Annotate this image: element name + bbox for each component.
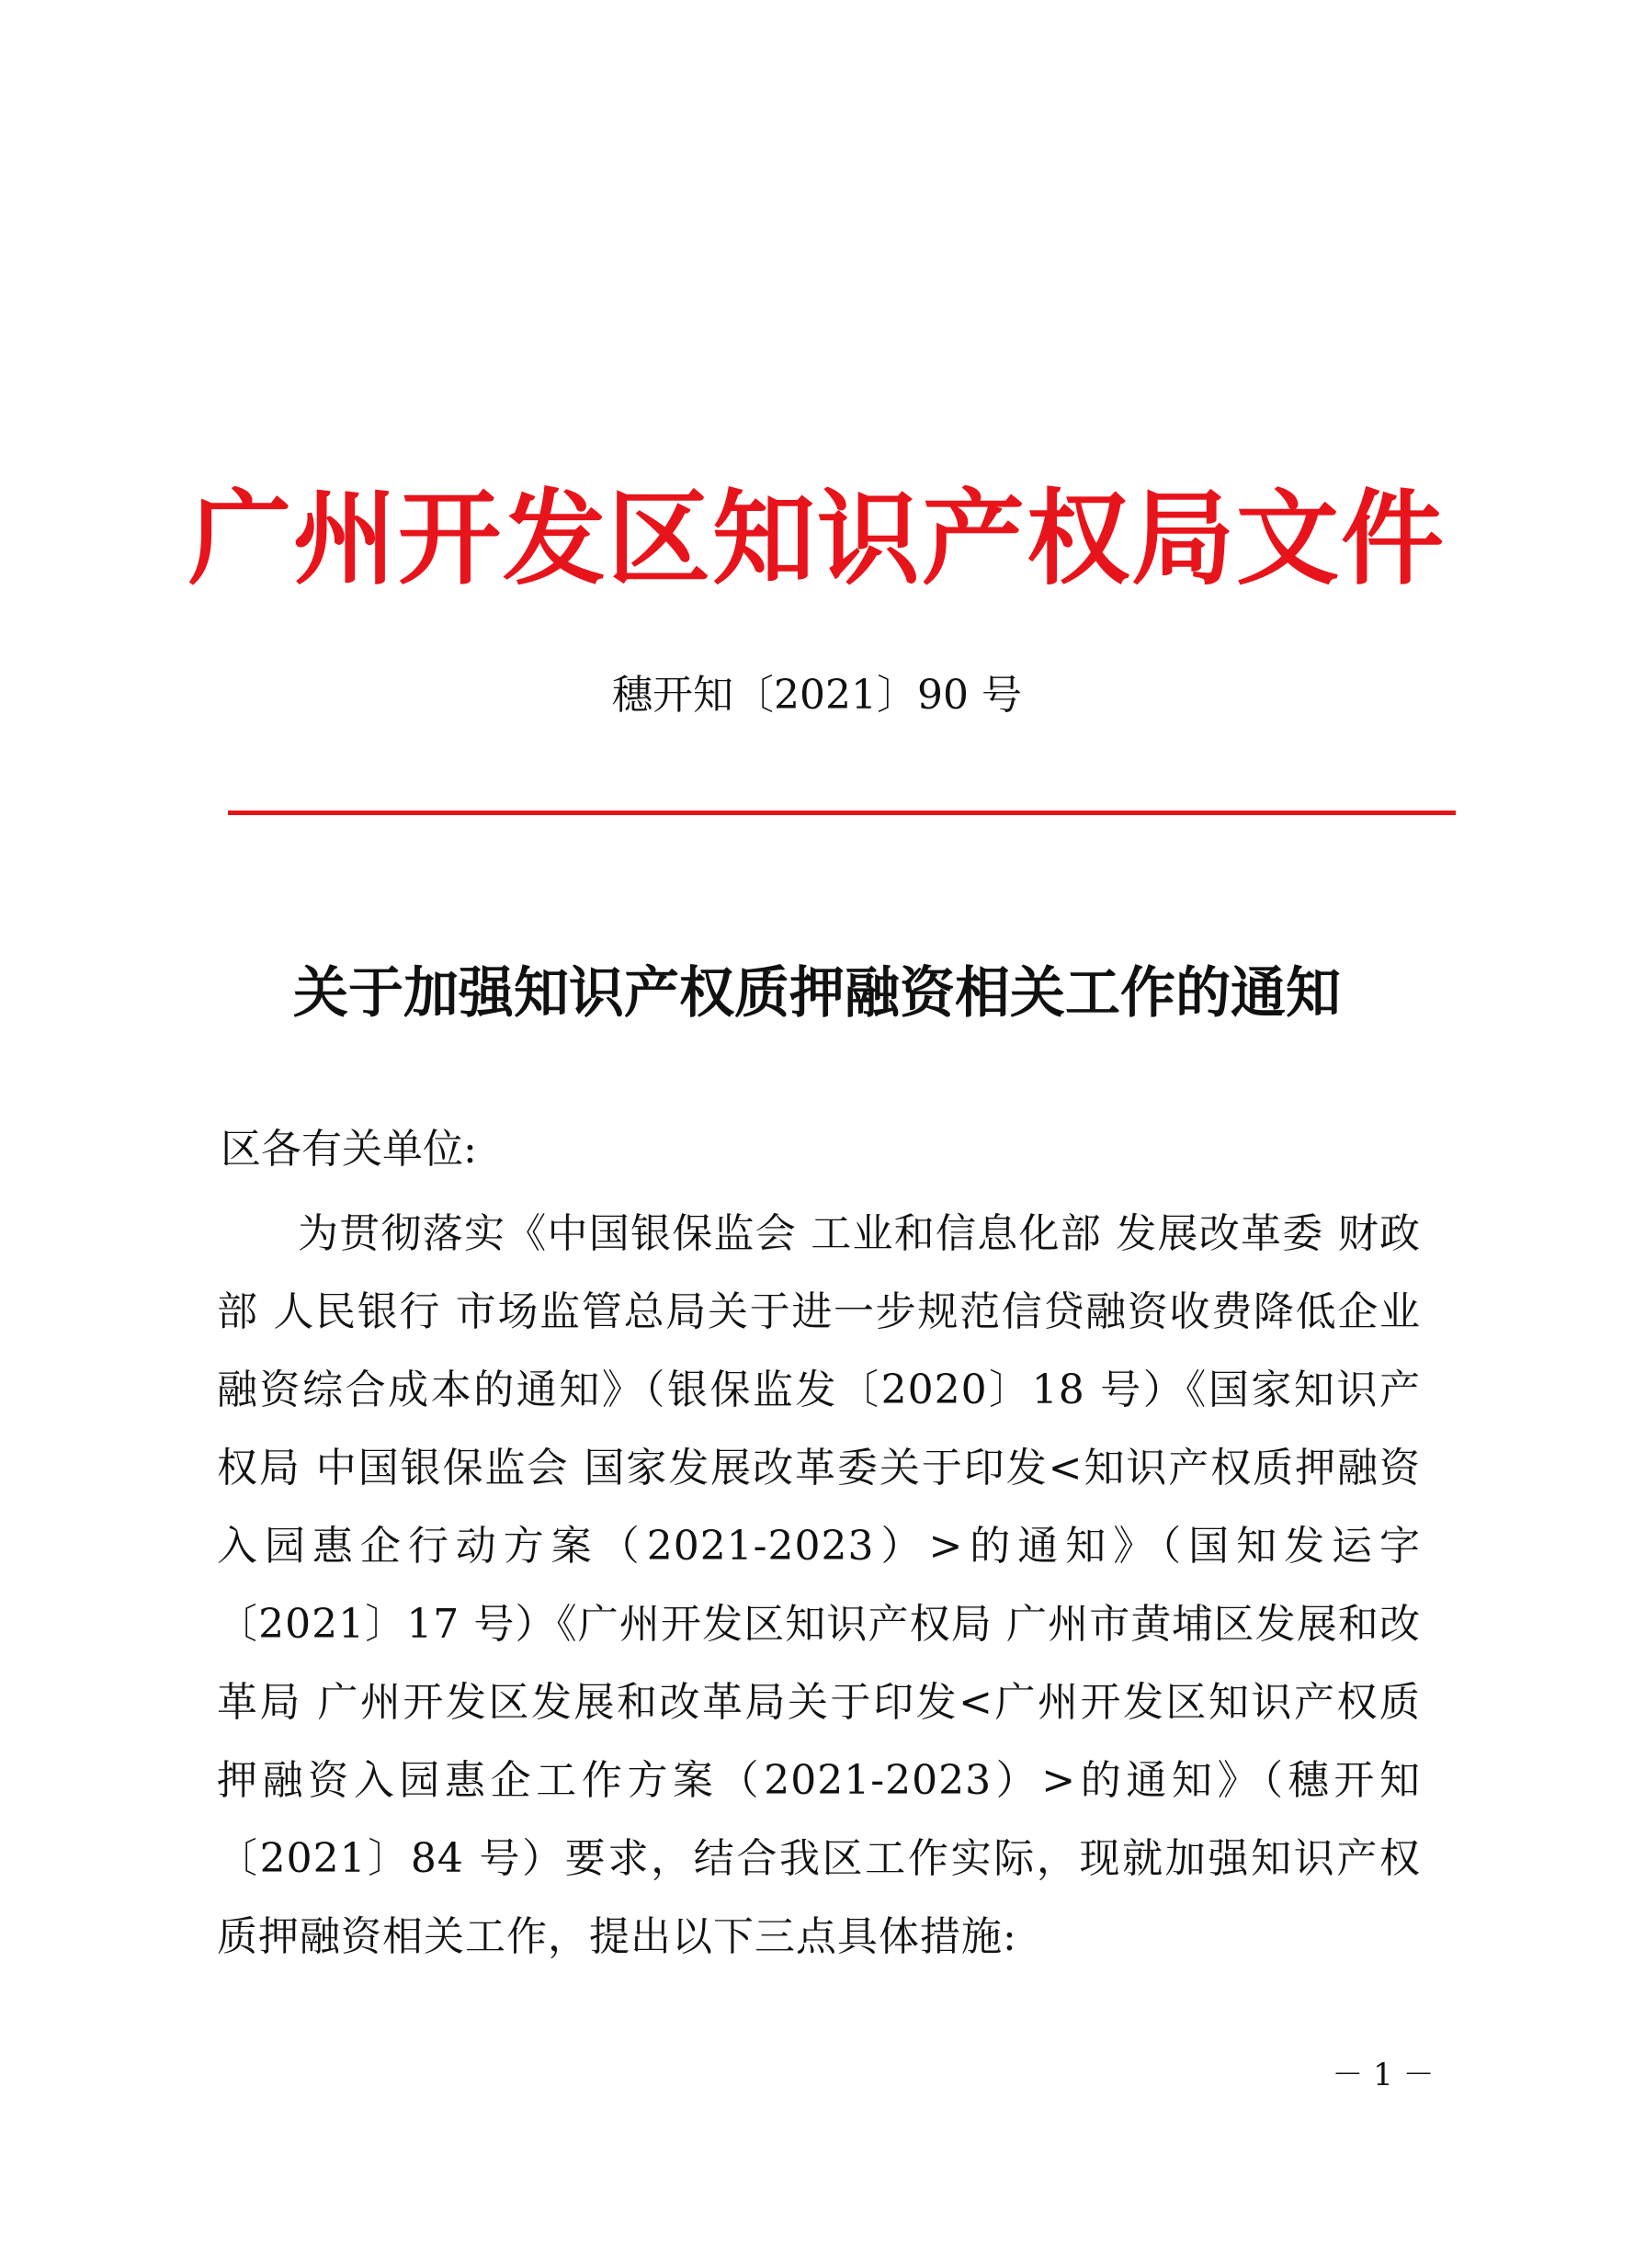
document-number: 穗开知〔2021〕90 号 xyxy=(612,672,1022,719)
salutation: 区各有关单位: xyxy=(221,1126,477,1173)
document-title: 关于加强知识产权质押融资相关工作的通知 xyxy=(293,961,1341,1026)
page-number: － 1 － xyxy=(1332,2057,1435,2093)
body-paragraph: 为贯彻落实《中国银保监会 工业和信息化部 发展改革委 财政部 人民银行 市场监管总局关于进一步规范信贷融资收费降低企业融资综合成本的通知》（银保监发〔2020〕18 号）《国家知识产权局 中国银保监会 国家发展改革委关于印发<知识产权质押融资入园惠企行动方案（2021-2023）>的通知》（国知发运字〔2021〕17 号）《广州开发区知识产权局 广州市黄埔区发展和改革局 广州开发区发展和改革局关于印发<广州开发区知识产权质押融资入园惠企工作方案（2021-2023）>的通知》（穗开知〔2021〕84 号）要求，结合我区工作实际，现就加强知识产权质押融资相关工作，提出以下三点具体措施: xyxy=(217,1210,1421,1960)
red-divider-line xyxy=(228,811,1456,815)
masthead-title: 广州开发区知识产权局文件 xyxy=(188,479,1446,599)
